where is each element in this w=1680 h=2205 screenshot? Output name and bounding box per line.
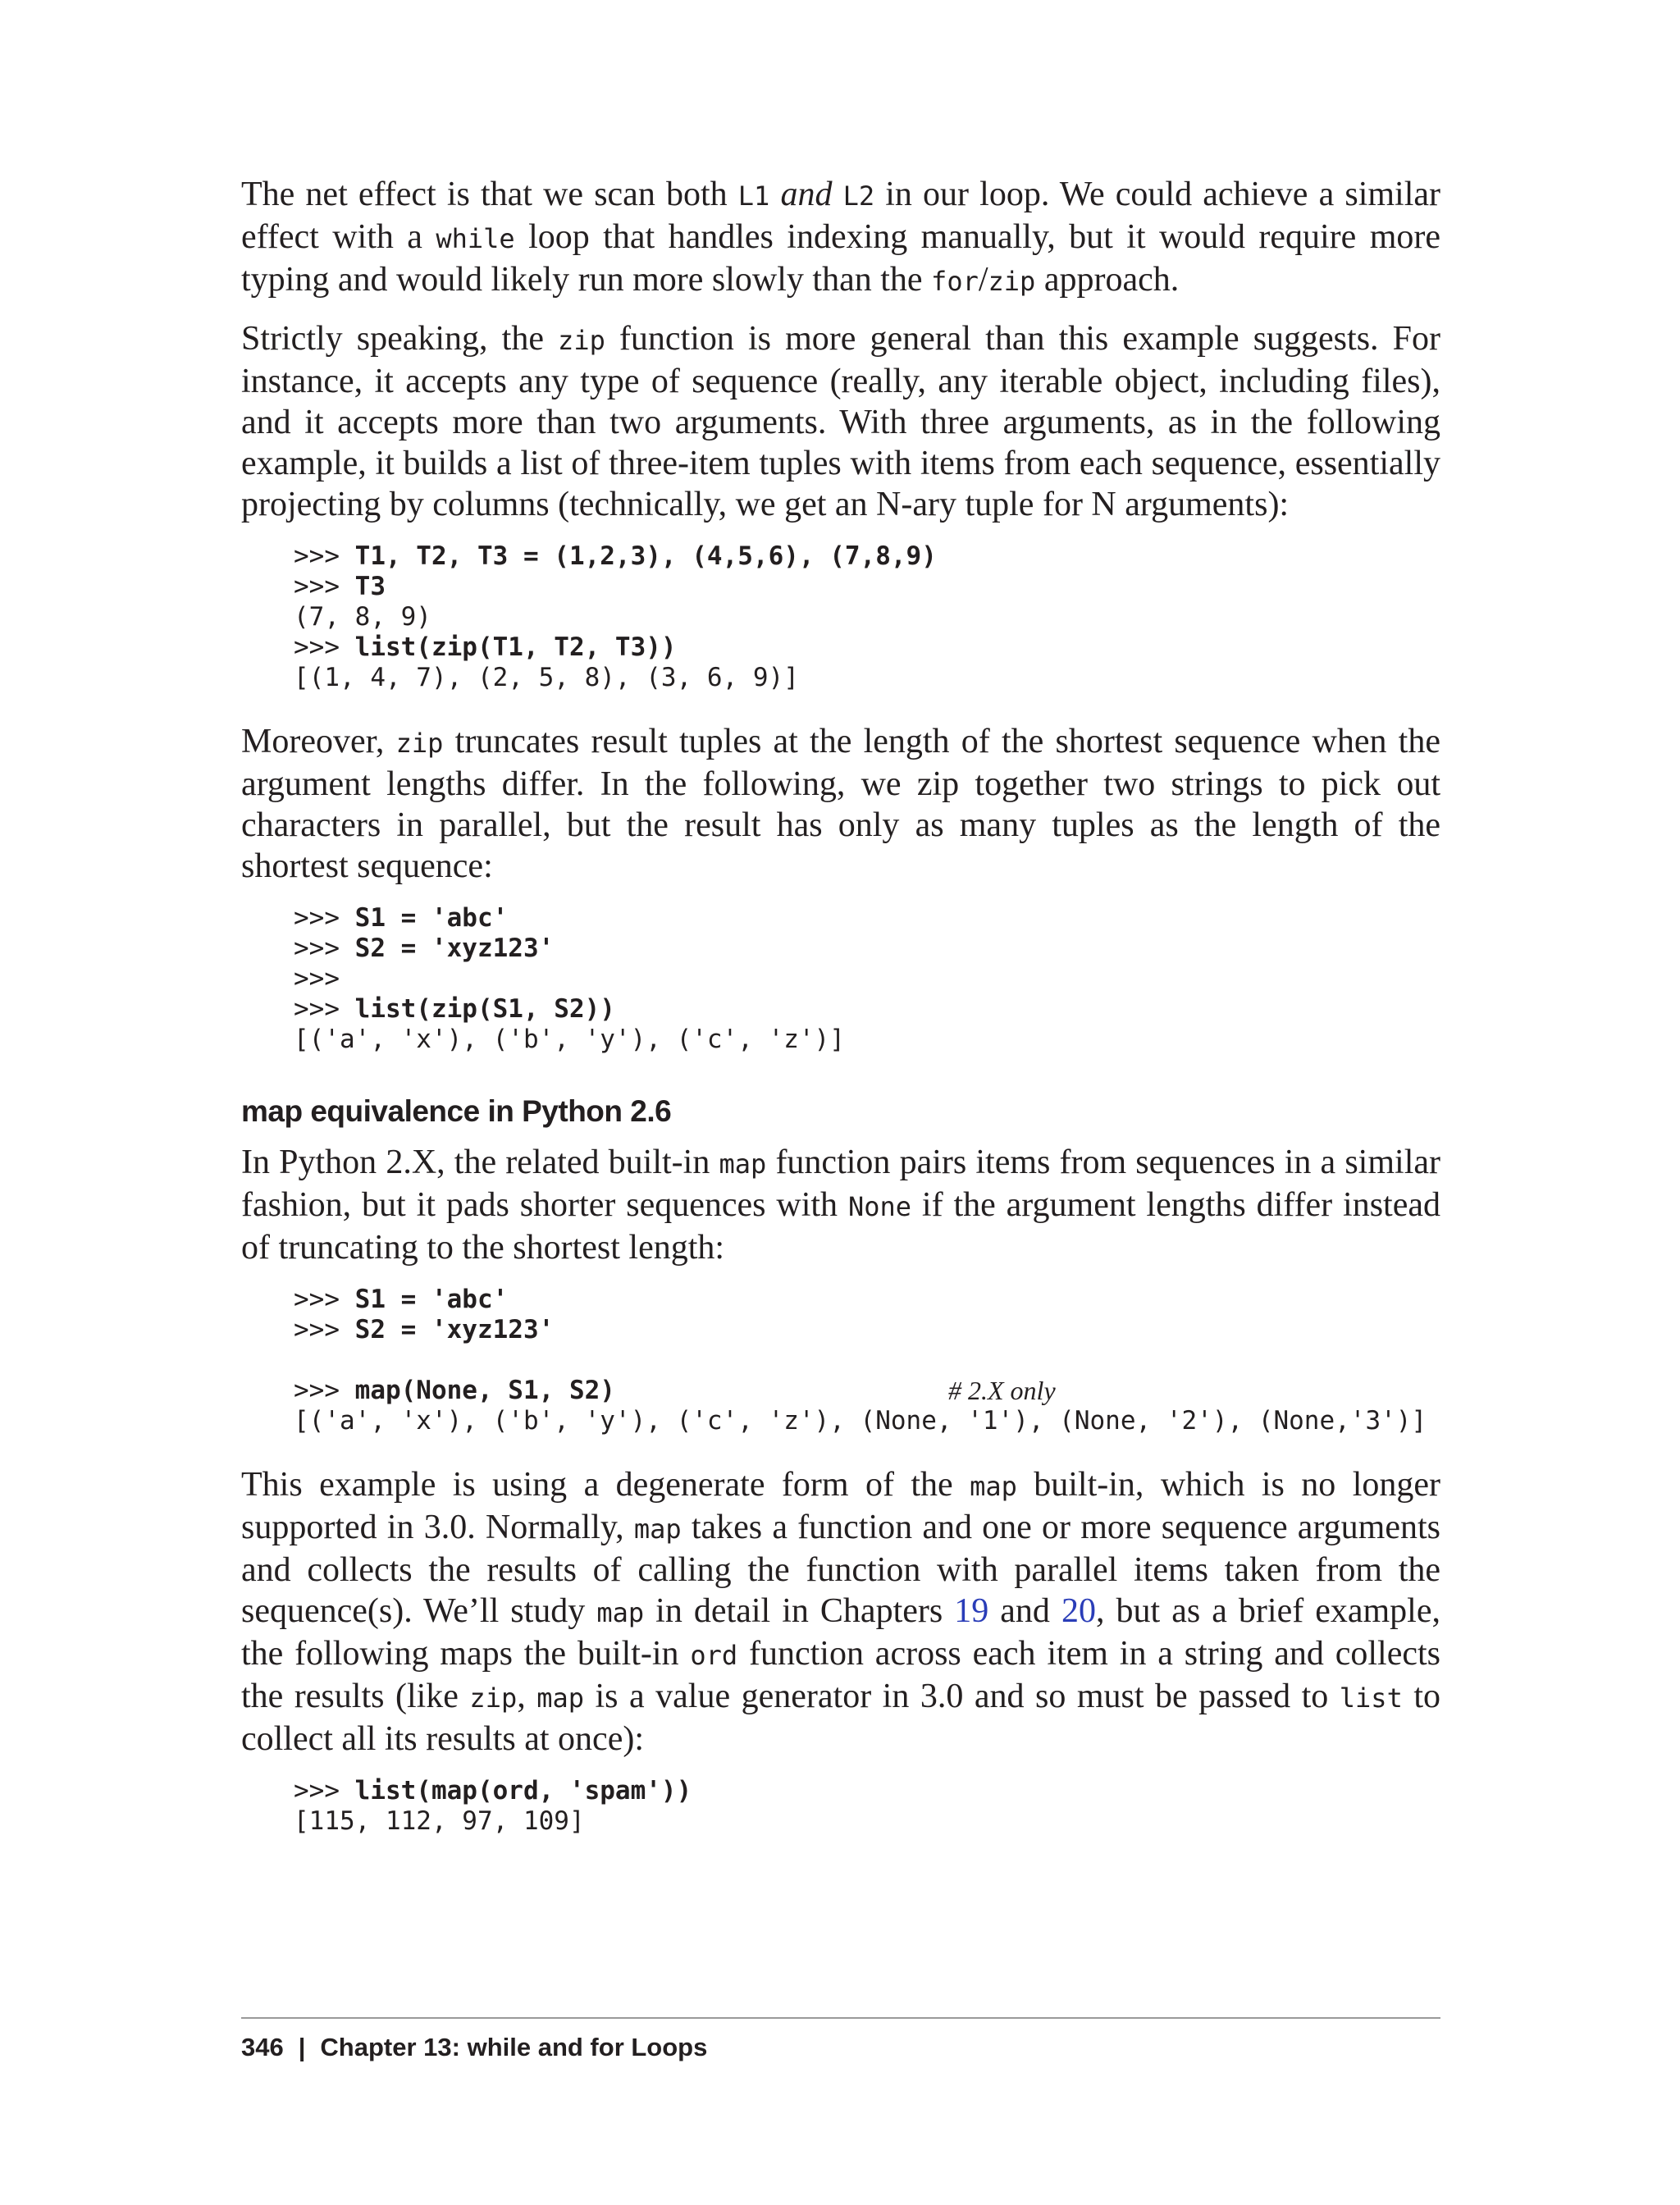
code-input: S1 = 'abc' bbox=[354, 903, 509, 933]
prompt: >>> bbox=[294, 1315, 355, 1344]
inline-code: map bbox=[970, 1471, 1017, 1502]
paragraph-python2-map bbox=[241, 1142, 1440, 1268]
text-run: truncates result tuples at the length of the shortest sequence when the argument lengths differ. In the following, we zip together two strings to pick out characters in parallel, but the result has only as many tuples as the length of the shortest sequence: bbox=[241, 723, 1440, 885]
text-run: , bbox=[517, 1678, 537, 1715]
prompt: >>> bbox=[294, 964, 340, 993]
text-run: function pairs items from sequences in a similar fashion, but it pads shorter sequences with bbox=[241, 1144, 1440, 1224]
inline-code: L2 bbox=[842, 180, 875, 212]
inline-code: zip bbox=[558, 325, 605, 356]
prompt: >>> bbox=[294, 1285, 355, 1314]
text-run: loop that handles indexing manually, but it would require more typing and would likely run more slowly than the bbox=[241, 218, 1441, 299]
text-run: function is more general than this example suggests. For instance, it accepts any type of sequence (really, any iterable object, including files), and it accepts more than two arguments. With three arguments, as in the following example, it builds a list of three-item tuples with items from each sequence, essentially projecting by columns (technically, we get an N-ary tuple for N arguments): bbox=[241, 320, 1440, 523]
inline-code: map bbox=[536, 1682, 585, 1714]
text-run: This example is using a degenerate form of the bbox=[241, 1466, 970, 1504]
text-run: takes a function and one or more sequence arguments and collects the results of calling the function with parallel items taken from the sequence(s). We’ll study bbox=[241, 1509, 1440, 1630]
text-run: if the argument lengths differ instead of truncating to the shortest length: bbox=[241, 1186, 1440, 1267]
code-line bbox=[294, 572, 1440, 602]
code-line bbox=[294, 1806, 1440, 1837]
text-run: / bbox=[978, 261, 988, 299]
paragraph-net-effect bbox=[241, 174, 1440, 302]
text-run: in detail in Chapters bbox=[644, 1592, 955, 1630]
code-block-map-ord bbox=[294, 1776, 1440, 1837]
code-comment: # 2.X only bbox=[948, 1376, 1056, 1405]
code-line bbox=[294, 1025, 1440, 1055]
chapter-link-20[interactable]: 20 bbox=[1061, 1592, 1096, 1630]
page-number: 346 bbox=[241, 2033, 284, 2061]
page-content bbox=[241, 174, 1440, 1865]
text-run: in our loop. We could achieve a similar effect with a bbox=[241, 176, 1441, 256]
code-line bbox=[294, 602, 1440, 632]
inline-code: for bbox=[931, 266, 979, 297]
code-block-zip-strings bbox=[294, 903, 1440, 1055]
prompt: >>> bbox=[294, 934, 355, 963]
code-line bbox=[294, 934, 1440, 964]
code-output: [(1, 4, 7), (2, 5, 8), (3, 6, 9)] bbox=[294, 663, 799, 692]
inline-code: while bbox=[436, 223, 515, 254]
code-line bbox=[294, 1285, 1440, 1315]
code-line-blank bbox=[294, 1345, 1440, 1376]
inline-code: L1 bbox=[737, 180, 770, 212]
inline-code: None bbox=[847, 1191, 912, 1222]
prompt: >>> bbox=[294, 572, 355, 601]
text-run: is a value generator in 3.0 and so must be passed to bbox=[584, 1678, 1340, 1715]
code-input: T1, T2, T3 = (1,2,3), (4,5,6), (7,8,9) bbox=[354, 541, 937, 571]
code-output: [('a', 'x'), ('b', 'y'), ('c', 'z')] bbox=[294, 1025, 845, 1054]
code-line bbox=[294, 1776, 1440, 1806]
footer-separator: | bbox=[298, 2033, 306, 2061]
prompt: >>> bbox=[294, 632, 355, 662]
running-chapter-title: Chapter 13: while and for Loops bbox=[320, 2033, 708, 2061]
code-input: S2 = 'xyz123' bbox=[354, 1315, 555, 1344]
paragraph-degenerate-form bbox=[241, 1464, 1440, 1760]
text-run: built-in, which is no longer supported in 3.0. Normally, bbox=[241, 1466, 1440, 1546]
text-run: The net effect is that we scan both bbox=[241, 176, 738, 213]
code-line bbox=[294, 994, 1440, 1025]
prompt: >>> bbox=[294, 994, 355, 1024]
inline-code: zip bbox=[469, 1682, 518, 1714]
section-heading: map equivalence in Python 2.6 bbox=[241, 1094, 672, 1128]
code-line bbox=[294, 1315, 1440, 1345]
text-run: and bbox=[988, 1592, 1061, 1630]
text-run: Strictly speaking, the bbox=[241, 320, 559, 358]
code-block-map-none bbox=[294, 1285, 1440, 1436]
inline-code: map bbox=[596, 1597, 645, 1628]
code-line bbox=[294, 1376, 1440, 1406]
chapter-link-19[interactable]: 19 bbox=[954, 1592, 989, 1630]
prompt: >>> bbox=[294, 903, 355, 933]
text-run bbox=[769, 176, 780, 213]
inline-code: map bbox=[719, 1148, 767, 1180]
footer-rule bbox=[241, 2017, 1440, 2019]
text-run: , but as a brief example, the following maps the built-in bbox=[241, 1592, 1440, 1673]
paragraph-moreover bbox=[241, 721, 1440, 887]
code-line bbox=[294, 663, 1440, 693]
prompt: >>> bbox=[294, 541, 355, 571]
code-input: T3 bbox=[354, 572, 386, 601]
emphasis: and bbox=[780, 176, 833, 213]
code-line bbox=[294, 541, 1440, 572]
inline-code: map bbox=[633, 1513, 682, 1545]
text-run: function across each item in a string and collects the results (like bbox=[241, 1635, 1440, 1715]
code-line bbox=[294, 964, 1440, 994]
inline-code: list bbox=[1339, 1682, 1403, 1714]
text-run: to collect all its results at once): bbox=[241, 1678, 1440, 1758]
code-line bbox=[294, 1406, 1440, 1436]
inline-code: ord bbox=[690, 1640, 738, 1671]
code-input: list(zip(T1, T2, T3)) bbox=[354, 632, 677, 662]
prompt: >>> bbox=[294, 1776, 355, 1806]
text-run: In Python 2.X, the related built-in bbox=[241, 1144, 719, 1181]
code-line bbox=[294, 632, 1440, 663]
paragraph-strictly-speaking bbox=[241, 318, 1440, 525]
code-input: S1 = 'abc' bbox=[354, 1285, 509, 1314]
code-output: [('a', 'x'), ('b', 'y'), ('c', 'z'), (None, '1'), (None, '2'), (None,'3')] bbox=[294, 1406, 1427, 1436]
code-input: list(map(ord, 'spam')) bbox=[354, 1776, 692, 1806]
code-line bbox=[294, 903, 1440, 934]
code-block-zip-three bbox=[294, 541, 1440, 693]
text-run bbox=[832, 176, 842, 213]
text-run: Moreover, bbox=[241, 723, 396, 760]
code-output: [115, 112, 97, 109] bbox=[294, 1806, 585, 1836]
code-input: S2 = 'xyz123' bbox=[354, 934, 555, 963]
code-output: (7, 8, 9) bbox=[294, 602, 431, 632]
code-input: map(None, S1, S2) bbox=[354, 1376, 615, 1405]
prompt: >>> bbox=[294, 1376, 355, 1405]
inline-code: zip bbox=[395, 728, 444, 759]
code-input: list(zip(S1, S2)) bbox=[354, 994, 615, 1024]
page-footer bbox=[241, 2033, 707, 2062]
inline-code: zip bbox=[988, 266, 1036, 297]
text-run: approach. bbox=[1035, 261, 1180, 299]
